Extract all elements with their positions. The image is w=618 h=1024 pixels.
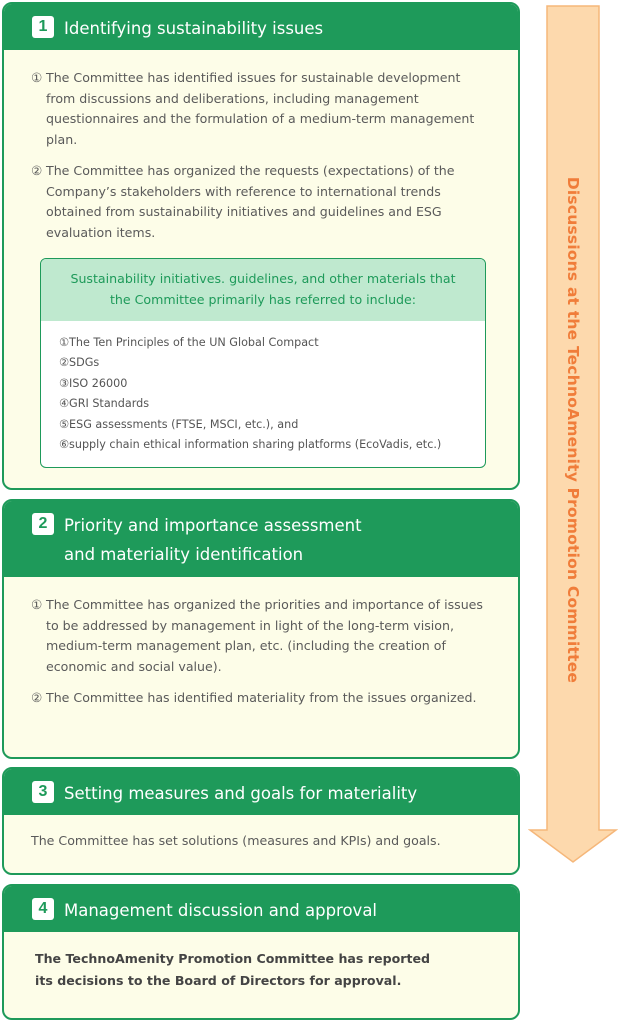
step-2-item-1 xyxy=(31,595,493,678)
step-2-card xyxy=(2,499,520,759)
step-2-item-2 xyxy=(31,688,493,709)
reference-entry: ①The Ten Principles of the UN Global Compact xyxy=(59,336,319,349)
step-1-item-2-text: The Committee has organized the requests (expectations) of the Company’s stakeholders with reference to international trends obtained from sustainability initiatives and guidelines and ESG evaluation items. xyxy=(46,163,455,241)
reference-materials-list xyxy=(41,321,485,455)
reference-entry: ⑥supply chain ethical information sharing platforms (EcoVadis, etc.) xyxy=(59,438,442,452)
step-1-card xyxy=(2,2,520,490)
step-3-number-badge: 3 xyxy=(32,781,54,803)
step-2-item-2-marker: ② xyxy=(31,690,43,705)
step-4-title: Management discussion and approval xyxy=(64,901,378,920)
reference-materials-box xyxy=(40,258,486,468)
step-3-body: The Committee has set solutions (measures and KPIs) and goals. xyxy=(31,833,441,848)
step-3-header xyxy=(4,769,518,815)
step-1-item-1-text: The Committee has identified issues for sustainable development from discussions and deliberations, including management questionnaires and the formulation of a medium-term management plan. xyxy=(46,70,475,148)
reference-entry: ②SDGs xyxy=(59,356,100,370)
reference-materials-heading: Sustainability initiatives. guidelines, and other materials that the Committee primarily has referred to include: xyxy=(41,259,485,321)
step-2-number-badge: 2 xyxy=(32,513,54,535)
reference-entry: ④GRI Standards xyxy=(59,397,150,411)
step-4-body: The TechnoAmenity Promotion Committee has reported its decisions to the Board of Directors for approval. xyxy=(35,951,431,988)
reference-entry: ⑤ESG assessments (FTSE, MSCI, etc.), and xyxy=(59,417,299,431)
step-4-card xyxy=(2,884,520,1020)
step-1-item-2 xyxy=(31,161,493,244)
step-1-item-2-marker: ② xyxy=(31,163,43,178)
step-3-title: Setting measures and goals for materiality xyxy=(64,784,418,803)
step-2-title: Priority and importance assessment and materiality identification xyxy=(64,516,362,564)
step-1-title: Identifying sustainability issues xyxy=(64,19,324,38)
committee-arrow-label: Discussions at the TechnoAmenity Promotion Committee xyxy=(564,176,582,684)
step-4-header xyxy=(4,886,518,932)
reference-entry: ③ISO 26000 xyxy=(59,376,128,390)
step-4-number-badge: 4 xyxy=(32,898,54,920)
step-1-header xyxy=(4,4,518,50)
step-2-item-1-marker: ① xyxy=(31,597,43,612)
step-1-item-1 xyxy=(31,68,493,151)
step-1-item-1-marker: ① xyxy=(31,70,43,85)
step-2-item-2-text: The Committee has identified materiality from the issues organized. xyxy=(46,690,477,705)
step-3-card xyxy=(2,767,520,875)
step-1-number-badge: 1 xyxy=(32,16,54,38)
step-2-item-1-text: The Committee has organized the priorities and importance of issues to be addressed by management in light of the long-term vision, medium-term management plan, etc. (including the creation of economic and social value). xyxy=(46,597,483,675)
step-2-header xyxy=(4,501,518,577)
